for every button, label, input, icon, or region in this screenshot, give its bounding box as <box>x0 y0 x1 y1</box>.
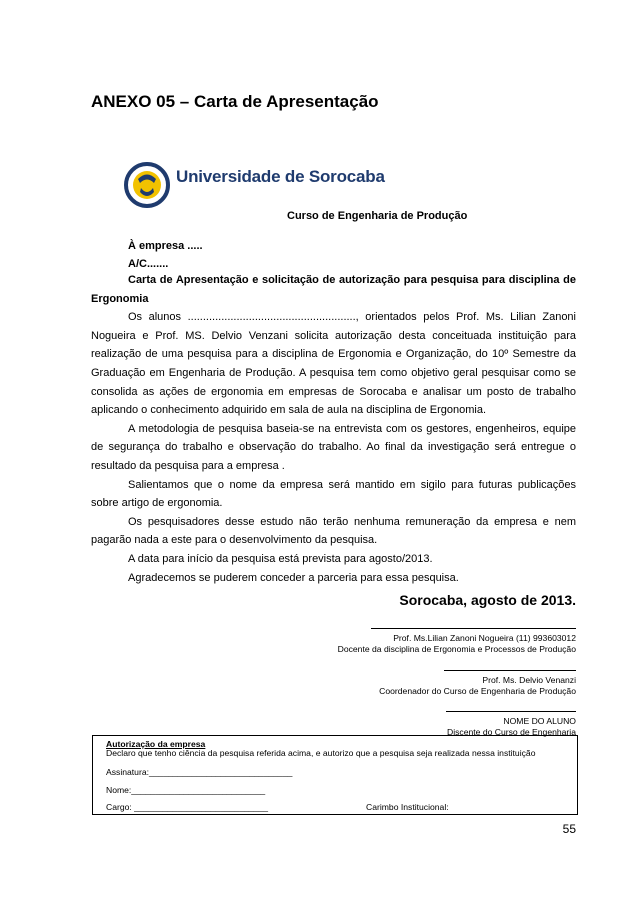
signature-line <box>446 711 576 712</box>
signature-line <box>371 628 576 629</box>
role-field[interactable]: Cargo: ____________________________ <box>106 802 269 812</box>
signature-block-aluno <box>446 705 576 738</box>
letter-paragraph: Os alunos ......................................................., orientados pelos Prof. Ms. Lilian Zanoni Nogueira e Prof. MS. Delvio Venzani solicita autorização desta conceituada instituição para realização de uma pesquisa para a disciplina de Ergonomia e Organização, do 10º Semestre da Graduação em Engenharia de Produção. A pesquisa tem como objetivo geral pesquisar como se consolida as ações de ergonomia em empresas de Sorocaba e analisar um posto de trabalho aplicando o conhecimento adquirido em sala de aula na disciplina de Ergonomia. <box>91 311 576 417</box>
signatory-role: Discente do Curso de Engenharia <box>447 727 576 737</box>
letter-paragraph: A data para início da pesquisa está prevista para agosto/2013. <box>128 552 433 565</box>
authorization-declaration: Declaro que tenho ciência da pesquisa referida acima, e autorizo que a pesquisa seja realizada nessa instituição <box>106 748 536 758</box>
signatory-name: Prof. Ms.Lilian Zanoni Nogueira (11) 993603012 <box>393 633 576 643</box>
signatory-role: Docente da disciplina de Ergonomia e Processos de Produção <box>337 644 576 654</box>
page-number: 55 <box>562 822 576 836</box>
signature-block-coordenador <box>379 664 576 697</box>
university-logo <box>124 162 385 208</box>
company-authorization-box <box>92 735 578 815</box>
signature-field[interactable]: Assinatura:______________________________ <box>106 767 293 777</box>
recipient-line: À empresa ..... <box>128 240 203 252</box>
signatory-name: NOME DO ALUNO <box>503 716 576 726</box>
letter-paragraph: Salientamos que o nome da empresa será mantido em sigilo para futuras publicações sobre artigo de ergonomia. <box>91 478 576 510</box>
institutional-stamp-field: Carimbo Institucional: <box>366 802 449 812</box>
university-emblem-icon <box>124 162 170 208</box>
university-name: Universidade de Sorocaba <box>176 167 385 186</box>
name-field[interactable]: Nome:____________________________ <box>106 785 266 795</box>
signature-block-docente <box>338 622 576 655</box>
attention-line: A/C....... <box>128 258 169 270</box>
letter-paragraph: Agradecemos se puderem conceder a parceria para essa pesquisa. <box>128 571 459 584</box>
page-heading: ANEXO 05 – Carta de Apresentação <box>91 92 379 111</box>
signatory-name: Prof. Ms. Delvio Venanzi <box>482 675 576 685</box>
letter-body <box>91 271 576 587</box>
signatory-role: Coordenador do Curso de Engenharia de Produção <box>379 686 576 696</box>
letter-subject: Carta de Apresentação e solicitação de autorização para pesquisa para disciplina de Ergonomia <box>91 274 576 305</box>
signature-line <box>444 670 576 671</box>
city-date: Sorocaba, agosto de 2013. <box>399 592 576 608</box>
authorization-title: Autorização da empresa <box>106 739 206 749</box>
letter-paragraph: A metodologia de pesquisa baseia-se na entrevista com os gestores, engenheiros, equipe de segurança do trabalho e observação do trabalho. Ao final da investigação será entregue o resultado da pesquisa para a empresa . <box>91 422 576 472</box>
letter-paragraph: Os pesquisadores desse estudo não terão nenhuma remuneração da empresa e nem pagarão nada a este para o desenvolvimento da pesquisa. <box>91 515 576 547</box>
course-name: Curso de Engenharia de Produção <box>287 210 468 222</box>
